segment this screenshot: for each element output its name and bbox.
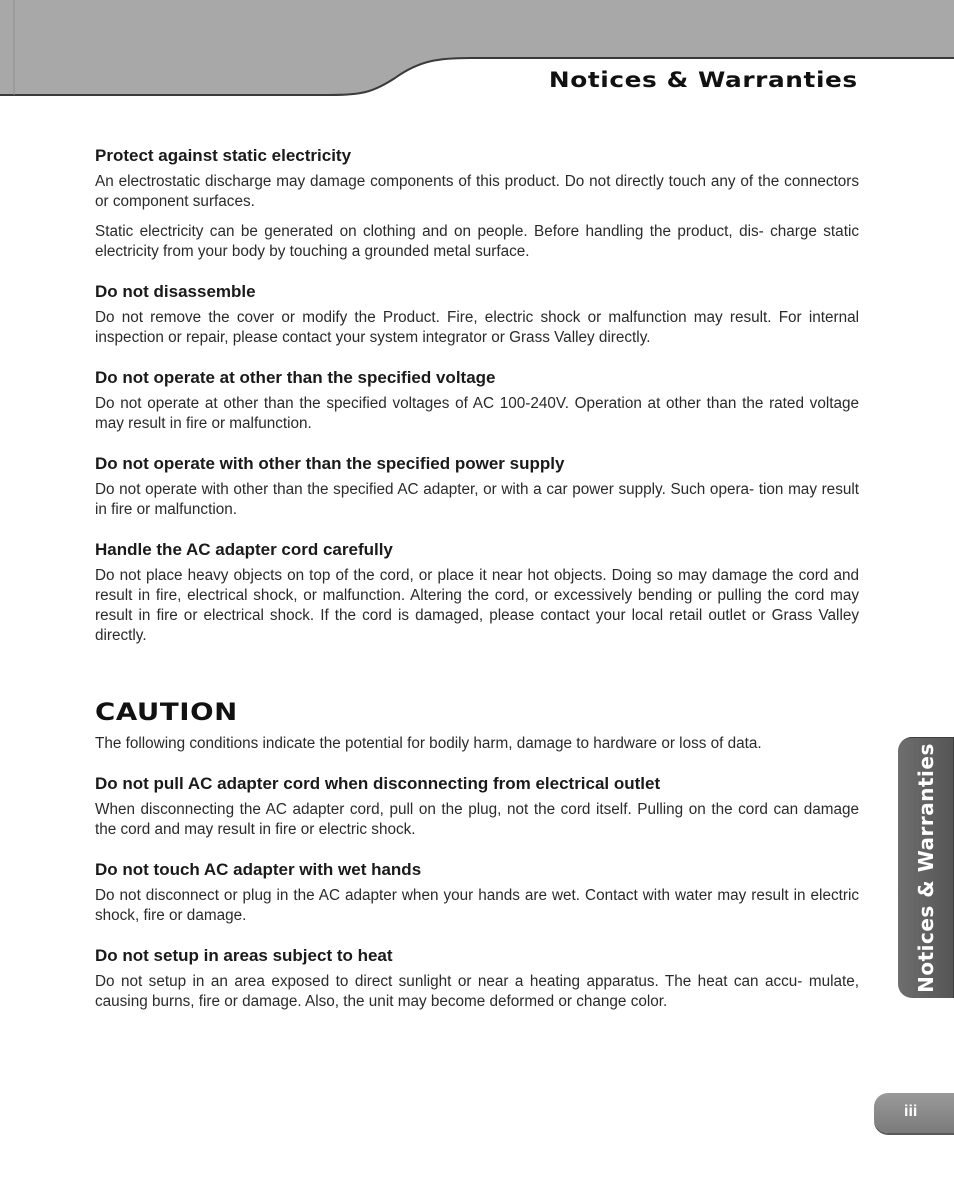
caution-title: CAUTION bbox=[95, 698, 238, 726]
side-tab-label: Notices & Warranties bbox=[914, 742, 938, 993]
section-paragraph: Do not setup in an area exposed to direct sunlight or near a heating apparatus. The heat can accu- mulate, causing burns, fire or damage. Also, the unit may become deformed or change color. bbox=[95, 973, 859, 1010]
notice-section bbox=[95, 368, 859, 434]
notice-section bbox=[95, 146, 859, 262]
page-number: iii bbox=[904, 1103, 918, 1120]
section-paragraph: When disconnecting the AC adapter cord, pull on the plug, not the cord itself. Pulling on the cord can damage the cord and may result in fire or electric shock. bbox=[95, 801, 859, 838]
section-paragraph: Do not operate with other than the specified AC adapter, or with a car power supply. Such opera- tion may result in fire or malfunction. bbox=[95, 481, 859, 518]
notice-section bbox=[95, 860, 859, 926]
notice-section bbox=[95, 454, 859, 520]
section-paragraph: Do not place heavy objects on top of the cord, or place it near hot objects. Doing so may damage the cord and result in fire, electrical shock, or malfunction. Altering the cord, or excessively bending or pulling the cord may result in fire or electrical shock. If the cord is damaged, please contact your local retail outlet or Grass Valley directly. bbox=[95, 567, 859, 644]
notice-section bbox=[95, 774, 859, 840]
section-paragraph: Static electricity can be generated on clothing and on people. Before handling the product, dis- charge static electricity from your body by touching a grounded metal surface. bbox=[95, 223, 859, 260]
section-heading: Do not operate with other than the specified power supply bbox=[95, 454, 565, 473]
section-paragraph: Do not operate at other than the specified voltages of AC 100-240V. Operation at other than the rated voltage may result in fire or malfunction. bbox=[95, 395, 859, 432]
caution-intro: The following conditions indicate the potential for bodily harm, damage to hardware or loss of data. bbox=[95, 735, 762, 752]
notice-section bbox=[95, 282, 859, 348]
section-heading: Do not setup in areas subject to heat bbox=[95, 946, 393, 965]
section-heading: Protect against static electricity bbox=[95, 146, 352, 165]
page-number-tab bbox=[874, 1093, 954, 1133]
warning-sections bbox=[95, 146, 859, 646]
section-heading: Handle the AC adapter cord carefully bbox=[95, 540, 393, 559]
page-title: Notices & Warranties bbox=[549, 68, 858, 92]
chapter-side-tab[interactable] bbox=[898, 737, 954, 998]
section-heading: Do not touch AC adapter with wet hands bbox=[95, 860, 422, 879]
section-paragraph: An electrostatic discharge may damage components of this product. Do not directly touch any of the connectors or component surfaces. bbox=[95, 173, 859, 210]
section-heading: Do not disassemble bbox=[95, 282, 256, 301]
section-paragraph: Do not remove the cover or modify the Product. Fire, electric shock or malfunction may result. For internal inspection or repair, please contact your system integrator or Grass Valley directly. bbox=[95, 309, 859, 346]
page-content bbox=[95, 146, 859, 1032]
notice-section bbox=[95, 540, 859, 646]
section-heading: Do not operate at other than the specified voltage bbox=[95, 368, 496, 387]
section-paragraph: Do not disconnect or plug in the AC adapter when your hands are wet. Contact with water may result in electric shock, fire or damage. bbox=[95, 887, 859, 924]
notice-section bbox=[95, 946, 859, 1012]
section-heading: Do not pull AC adapter cord when disconnecting from electrical outlet bbox=[95, 774, 661, 793]
caution-sections bbox=[95, 774, 859, 1012]
